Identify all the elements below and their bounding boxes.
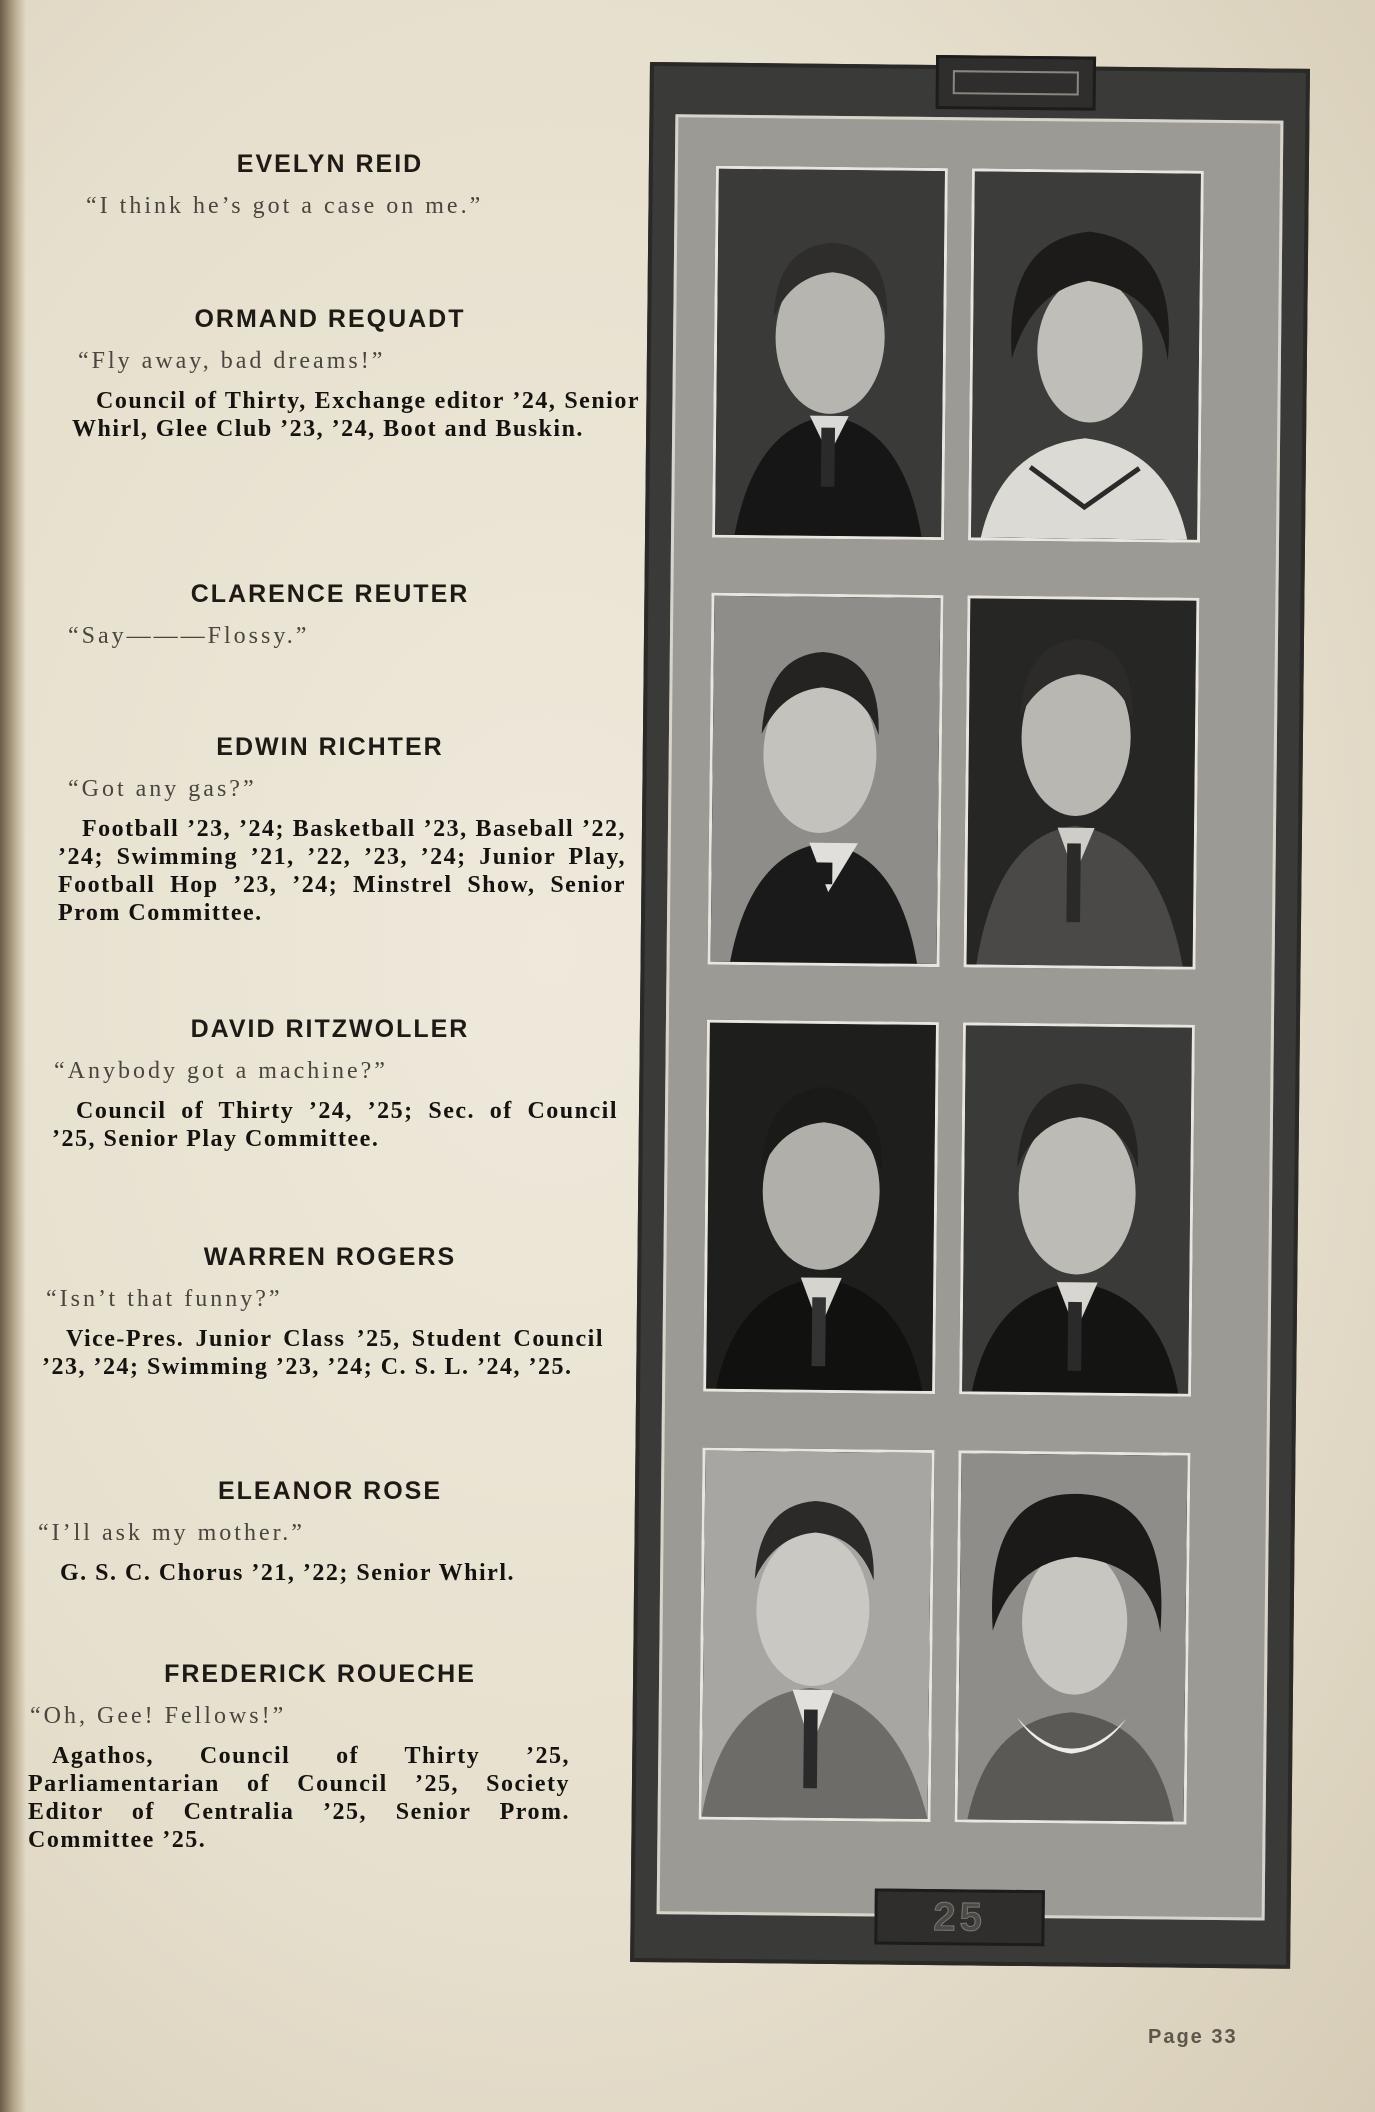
class-year-mark: 25 — [933, 1895, 987, 1940]
student-name: WARREN ROGERS — [203, 1243, 457, 1271]
panel-top-tab — [936, 55, 1097, 111]
portrait-photo-female — [968, 168, 1204, 542]
student-name: CLARENCE REUTER — [190, 580, 470, 608]
photo-panel — [630, 62, 1310, 1969]
entry-edwin-richter — [20, 733, 640, 927]
student-quote: “Anybody got a machine?” — [54, 1058, 388, 1084]
portrait-photo-male — [712, 166, 948, 540]
student-quote: “Isn’t that funny?” — [46, 1286, 283, 1312]
student-activities: Agathos, Council of Thirty ’25, Parliamentarian of Council ’25, Society Editor of Centralia ’25, Senior Prom. Committee ’25. — [28, 1743, 570, 1853]
portrait-photo-male — [964, 595, 1200, 969]
portrait-photo-male — [708, 593, 944, 967]
student-quote: “I think he’s got a case on me.” — [86, 193, 484, 219]
portrait-photo-female — [955, 1450, 1191, 1824]
entry-eleanor-rose — [20, 1477, 640, 1587]
entry-clarence-reuter — [20, 580, 640, 650]
student-quote: “Say———Flossy.” — [68, 623, 310, 649]
student-name: DAVID RITZWOLLER — [190, 1015, 470, 1043]
student-quote: “I’ll ask my mother.” — [38, 1520, 305, 1546]
student-name: ORMAND REQUADT — [194, 305, 466, 333]
entry-frederick-roueche — [10, 1660, 630, 1854]
student-activities: Football ’23, ’24; Basketball ’23, Baseball ’22, ’24; Swimming ’21, ’22, ’23, ’24; Junior Play, Football Hop ’23, ’24; Minstrel Show, Senior Prom Committee. — [58, 816, 626, 926]
student-activities: Vice-Pres. Junior Class ’25, Student Council ’23, ’24; Swimming ’23, ’24; C. S. L. ’24, ’25. — [42, 1326, 604, 1380]
student-activities: Council of Thirty, Exchange editor ’24, Senior Whirl, Glee Club ’23, ’24, Boot and Buskin. — [72, 388, 640, 442]
portrait-photo-male — [699, 1448, 935, 1822]
student-activities: G. S. C. Chorus ’21, ’22; Senior Whirl. — [60, 1560, 515, 1586]
student-name: EDWIN RICHTER — [216, 733, 444, 761]
page-number: Page 33 — [1148, 2026, 1238, 2048]
panel-bottom-tab — [874, 1888, 1045, 1946]
portrait-photo-male — [959, 1022, 1195, 1396]
student-name: FREDERICK ROUECHE — [164, 1660, 476, 1688]
student-activities: Council of Thirty ’24, ’25; Sec. of Council ’25, Senior Play Committee. — [52, 1098, 618, 1152]
entry-evelyn-reid — [20, 150, 640, 220]
student-name: ELEANOR ROSE — [217, 1477, 443, 1505]
student-name: EVELYN REID — [236, 150, 424, 178]
entry-david-ritzwoller — [20, 1015, 640, 1153]
student-quote: “Oh, Gee! Fellows!” — [30, 1703, 287, 1729]
entry-ormand-requadt — [20, 305, 640, 443]
panel-inner-mat — [657, 114, 1284, 1920]
student-quote: “Got any gas?” — [68, 776, 257, 802]
portrait-photo-male — [703, 1020, 939, 1394]
entry-warren-rogers — [20, 1243, 640, 1381]
student-quote: “Fly away, bad dreams!” — [78, 348, 386, 374]
